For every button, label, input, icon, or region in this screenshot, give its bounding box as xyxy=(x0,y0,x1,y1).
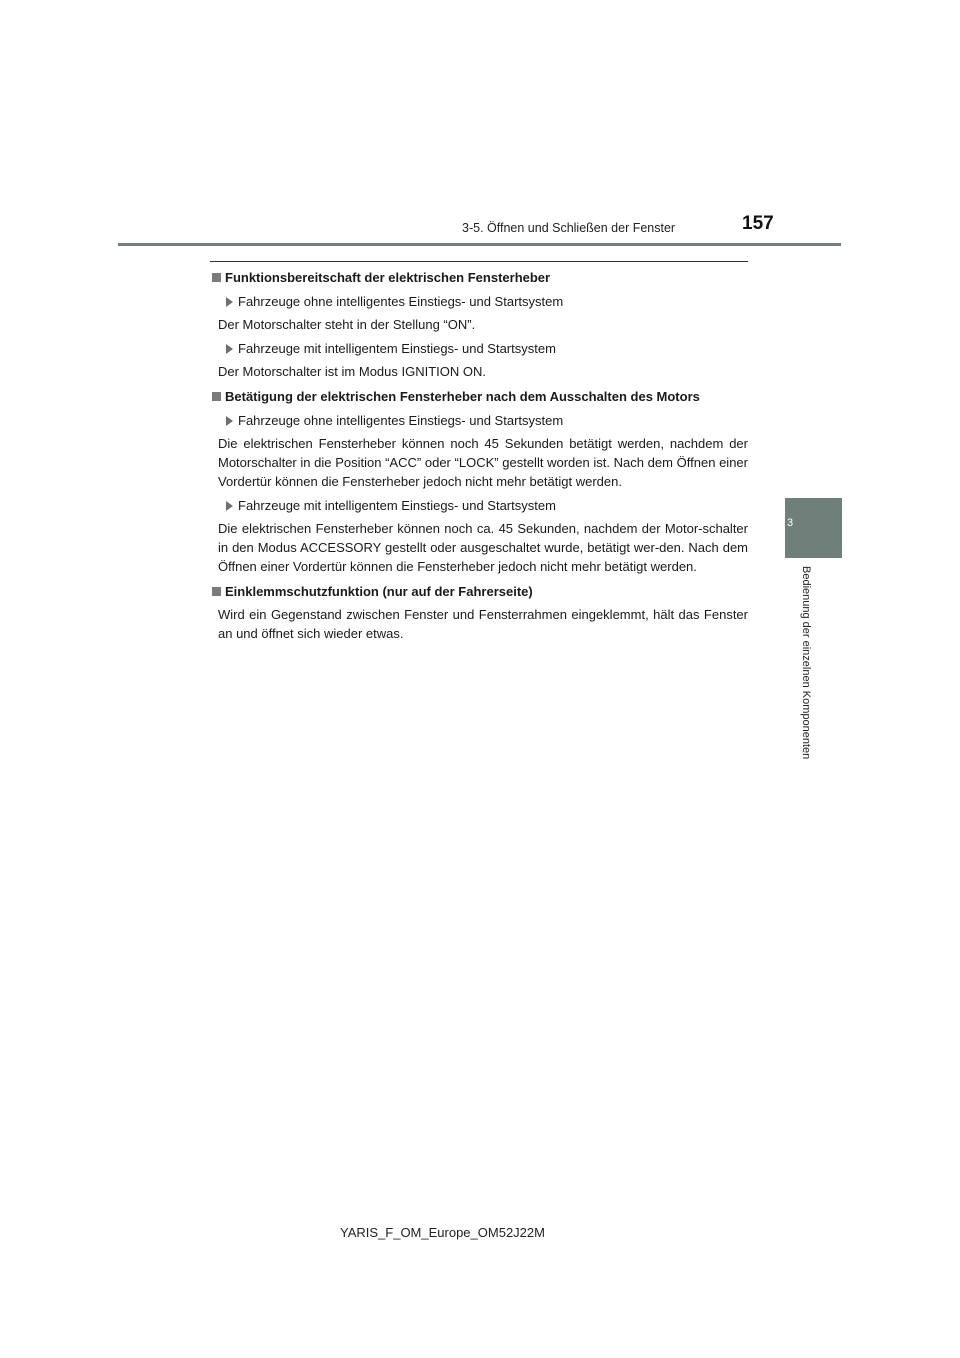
triangle-bullet-icon xyxy=(226,297,233,307)
square-bullet-icon xyxy=(212,392,221,401)
chapter-tab xyxy=(785,498,842,558)
sub-heading-text: Fahrzeuge mit intelligentem Einstiegs- und Startsystem xyxy=(238,498,556,513)
sub-heading xyxy=(210,496,748,515)
page-header-title: 3-5. Öffnen und Schließen der Fenster xyxy=(462,221,676,235)
sub-heading-text: Fahrzeuge ohne intelligentes Einstiegs- und Startsystem xyxy=(238,294,564,309)
section-heading-text: Betätigung der elektrischen Fensterheber nach dem Ausschalten des Motors xyxy=(225,389,700,404)
section-heading xyxy=(210,268,748,287)
square-bullet-icon xyxy=(212,587,221,596)
paragraph: Wird ein Gegenstand zwischen Fenster und Fensterrahmen eingeklemmt, hält das Fenster an und öffnet sich wieder etwas. xyxy=(218,607,748,641)
sub-heading-text: Fahrzeuge mit intelligentem Einstiegs- und Startsystem xyxy=(238,341,556,356)
sub-heading-text: Fahrzeuge ohne intelligentes Einstiegs- und Startsystem xyxy=(238,413,564,428)
sub-heading xyxy=(210,292,748,311)
paragraph: Die elektrischen Fensterheber können noch ca. 45 Sekunden, nachdem der Motor-schalter in den Modus ACCESSORY gestellt oder ausgeschaltet wurde, betätigt wer-den. Nach dem Öffnen einer Vordertür können die Fensterheber jedoch nicht mehr betätigt werden. xyxy=(218,521,748,574)
chapter-side-label: Bedienung der einzelnen Komponenten xyxy=(800,566,812,760)
chapter-tab-number: 3 xyxy=(787,517,794,529)
paragraph: Der Motorschalter ist im Modus IGNITION ON. xyxy=(218,364,486,379)
section-heading xyxy=(210,387,748,406)
square-bullet-icon xyxy=(212,273,221,282)
content-area xyxy=(210,261,748,643)
paragraph: Die elektrischen Fensterheber können noch 45 Sekunden betätigt werden, nachdem der Motorschalter in die Position “ACC” oder “LOCK” gestellt worden ist. Nach dem Öffnen einer Vordertür können die Fensterheber jedoch nicht mehr betätigt werden. xyxy=(218,436,748,489)
triangle-bullet-icon xyxy=(226,501,233,511)
page-number: 157 xyxy=(742,213,774,234)
triangle-bullet-icon xyxy=(226,344,233,354)
paragraph: Der Motorschalter steht in der Stellung “ON”. xyxy=(218,317,476,332)
triangle-bullet-icon xyxy=(226,416,233,426)
sub-heading xyxy=(210,411,748,430)
section-heading-text: Einklemmschutzfunktion (nur auf der Fahrerseite) xyxy=(225,584,533,599)
section-heading-text: Funktionsbereitschaft der elektrischen Fensterheber xyxy=(225,270,551,285)
section-heading xyxy=(210,582,748,601)
header-rule xyxy=(118,243,841,246)
sub-heading xyxy=(210,339,748,358)
footer-document-code: YARIS_F_OM_Europe_OM52J22M xyxy=(340,1225,545,1240)
